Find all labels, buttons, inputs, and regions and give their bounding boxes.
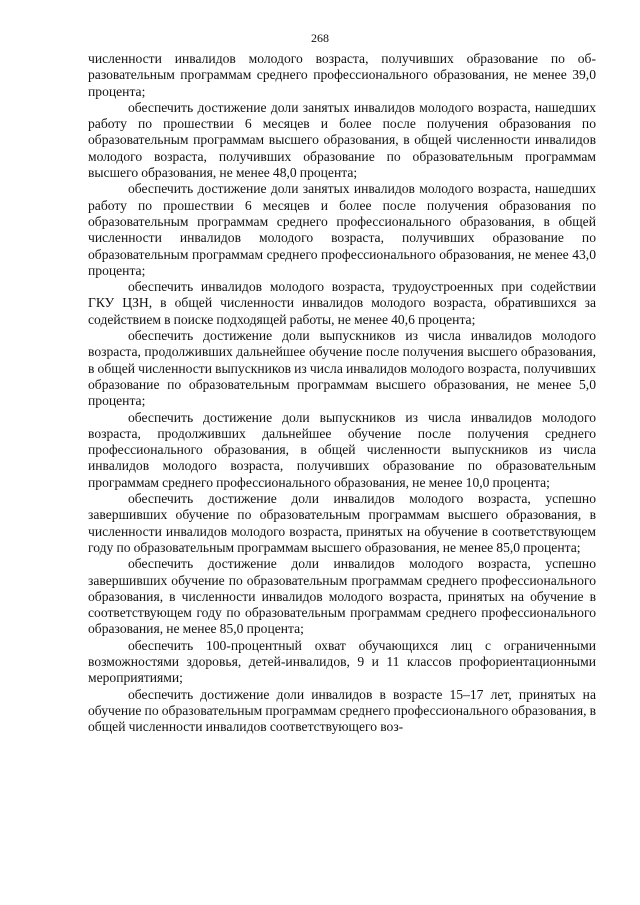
page-number: 268	[311, 31, 329, 45]
paragraph: обеспечить достижение доли занятых инвалидов молодого возраста, нашедших работу по прошествии 6 месяцев и более после получения образования по образовательным программам среднего профессионального образования, в общей численности инвалидов молодого возраста, получивших образование по образовательным программам среднего профессионального образования, не менее 43,0 процента;	[88, 181, 596, 278]
paragraph: обеспечить достижение доли занятых инвалидов молодого возраста, нашедших работу по прошествии 6 месяцев и более после получения образования по образовательным программам высшего образования, в общей численности инвалидов молодого возраста, получивших образование по образовательным программам высшего образования, не менее 48,0 процента;	[88, 99, 596, 181]
paragraph: обеспечить достижение доли инвалидов в возрасте 15–17 лет, принятых на обучение по образовательным программам среднего профессионального образования, в общей численности инвалидов соответствующего воз-	[88, 686, 596, 735]
paragraph: обеспечить достижение доли инвалидов молодого возраста, успешно завершивших обучение по образовательным программам среднего профессионального образования, в численности инвалидов молодого возраста, принятых на обучение в соответствующем году по образовательным программам среднего профессионального образования, не менее 85,0 процента;	[88, 556, 596, 637]
paragraph: обеспечить инвалидов молодого возраста, трудоустроенных при содействии ГКУ ЦЗН, в общей численности инвалидов молодого возраста, обратившихся за содействием в поиске подходящей работы, не менее 40,6 процента;	[88, 279, 596, 327]
paragraph: обеспечить 100-процентный охват обучающихся лиц с ограниченными возможностями здоровья, детей-инвалидов, 9 и 11 классов профориентационными мероприятиями;	[88, 637, 596, 686]
paragraph: обеспечить достижение доли инвалидов молодого возраста, успешно завершивших обучение по образовательным программам высшего образования, в численности инвалидов молодого возраста, принятых на обучение в соответствующем году по образовательным программам высшего образования, не менее 85,0 процента;	[88, 491, 596, 555]
paragraph: обеспечить достижение доли выпускников из числа инвалидов молодого возраста, продолживших дальнейшее обучение после получения среднего профессионального образования, в общей численности выпускников из числа инвалидов молодого возраста, получивших образование по образовательным программам среднего профессионального образования, не менее 10,0 процента;	[88, 409, 596, 490]
paragraph-continuation: численности инвалидов молодого возраста, получивших образование по образовательным программам среднего профессионального образования, не менее 39,0 процента;	[88, 51, 596, 99]
document-body	[88, 51, 596, 735]
paragraph: обеспечить достижение доли выпускников из числа инвалидов молодого возраста, продолживших дальнейшее обучение после получения высшего образования, в общей численности выпускников из числа инвалидов молодого возраста, получивших образование по образовательным программам высшего образования, не менее 5,0 процента;	[88, 328, 596, 409]
